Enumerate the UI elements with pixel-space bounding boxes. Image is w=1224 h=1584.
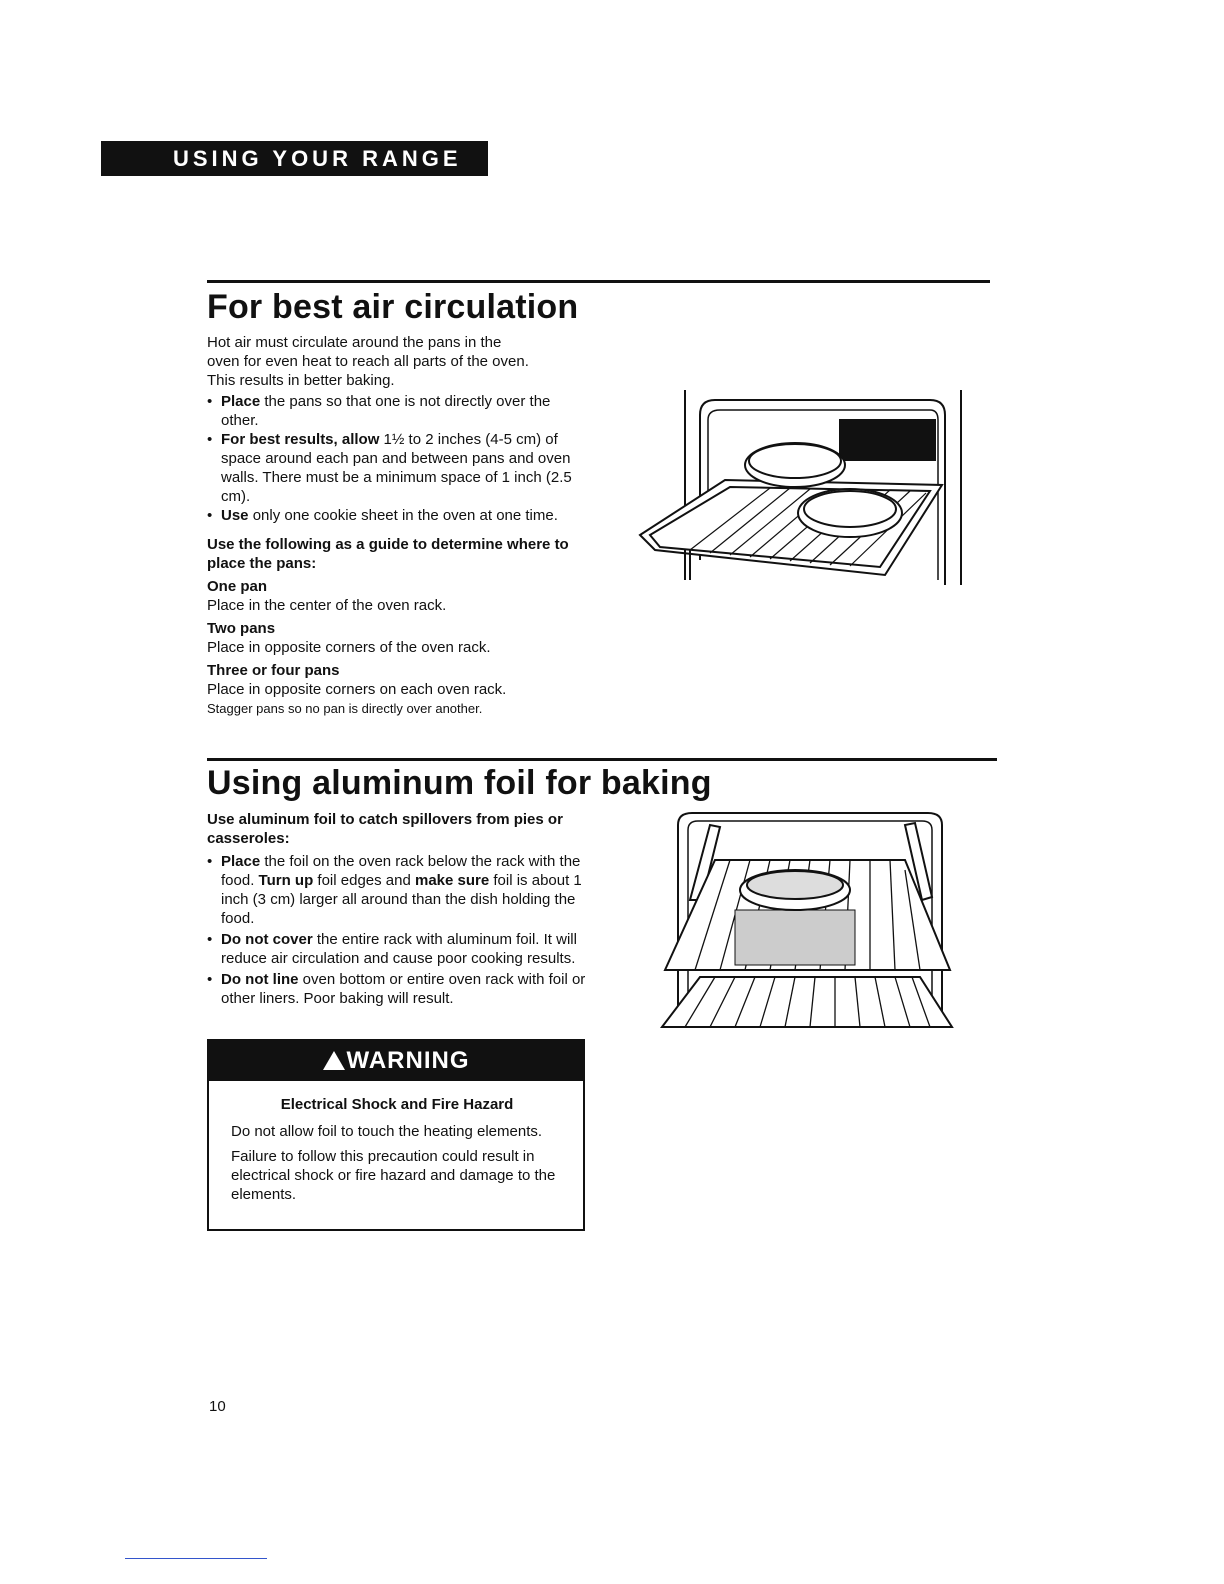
bullet-text: only one cookie sheet in the oven at one time. <box>248 507 558 524</box>
section-rule-top <box>207 280 990 283</box>
bullet-bold: For best results, allow <box>221 431 380 448</box>
case-label: One pan <box>207 578 268 595</box>
intro-line: Hot air must circulate around the pans in the <box>207 334 502 351</box>
warning-label: WARNING <box>346 1047 470 1074</box>
warning-line: Failure to follow this precaution could result in electrical shock or fire hazard and damage to the elements. <box>231 1148 556 1203</box>
section-rule-foil <box>207 758 997 761</box>
list-item <box>207 930 592 968</box>
foil-title: Using aluminum foil for baking <box>207 764 712 802</box>
oven-rack-two-pans-illustration <box>630 385 970 590</box>
warning-header <box>209 1041 583 1081</box>
case-text: Place in opposite corners of the oven rack. <box>207 639 491 656</box>
bullet-text: the pans so that one is not directly over the other. <box>221 393 551 429</box>
list-item <box>207 852 592 928</box>
page-number: 10 <box>209 1398 226 1415</box>
case-label: Two pans <box>207 620 276 637</box>
bullet-text: the foil on the oven rack below the rack with the food. <box>221 853 581 889</box>
intro-line: oven for even heat to reach all parts of the oven. <box>207 353 529 370</box>
bullet-text: the entire rack with aluminum foil. It will reduce air circulation and cause poor cooking results. <box>221 931 577 967</box>
list-item <box>207 430 587 506</box>
air-circulation-title: For best air circulation <box>207 288 579 326</box>
list-item <box>207 506 587 525</box>
bullet-bold: Turn up <box>258 872 314 889</box>
bullet-bold: Do not line <box>221 971 299 988</box>
bullet-bold: Do not cover <box>221 931 313 948</box>
case-text: Place in the center of the oven rack. <box>207 597 447 614</box>
list-item <box>207 392 587 430</box>
section-header: USING YOUR RANGE <box>101 141 488 176</box>
bullet-bold: Place <box>221 853 261 870</box>
footer-line <box>125 1558 267 1559</box>
bullet-bold: make sure <box>415 872 490 889</box>
warning-triangle-icon <box>323 1051 345 1070</box>
warning-title: Electrical Shock and Fire Hazard <box>280 1096 514 1113</box>
air-circulation-text <box>207 333 587 718</box>
bullet-bold: Use <box>221 507 249 524</box>
warning-box <box>207 1039 585 1231</box>
oven-rack-foil-illustration <box>660 805 955 1030</box>
foil-text <box>207 810 592 1008</box>
bullet-text: foil is about 1 inch (3 cm) larger all around than the dish holding the food. <box>221 872 582 927</box>
guide-heading: Use the following as a guide to determine where to place the pans: <box>207 536 569 572</box>
list-item <box>207 970 592 1008</box>
bullet-bold: Place <box>221 393 261 410</box>
case-text: Place in opposite corners on each oven rack. <box>207 681 507 698</box>
bullet-text: 1½ to 2 inches (4-5 cm) of space around each pan and between pans and oven walls. There must be a minimum space of 1 inch (2.5 cm). <box>221 431 572 505</box>
bullet-text: oven bottom or entire oven rack with foil or other liners. Poor baking will result. <box>221 971 586 1007</box>
warning-line: Do not allow foil to touch the heating elements. <box>231 1123 543 1140</box>
warning-body <box>209 1081 583 1204</box>
case-label: Three or four pans <box>207 662 340 679</box>
foil-lead: Use aluminum foil to catch spillovers from pies or casseroles: <box>207 811 563 847</box>
bullet-text: foil edges and <box>313 872 415 889</box>
case-text: Stagger pans so no pan is directly over another. <box>207 701 483 716</box>
intro-line: This results in better baking. <box>207 372 395 389</box>
